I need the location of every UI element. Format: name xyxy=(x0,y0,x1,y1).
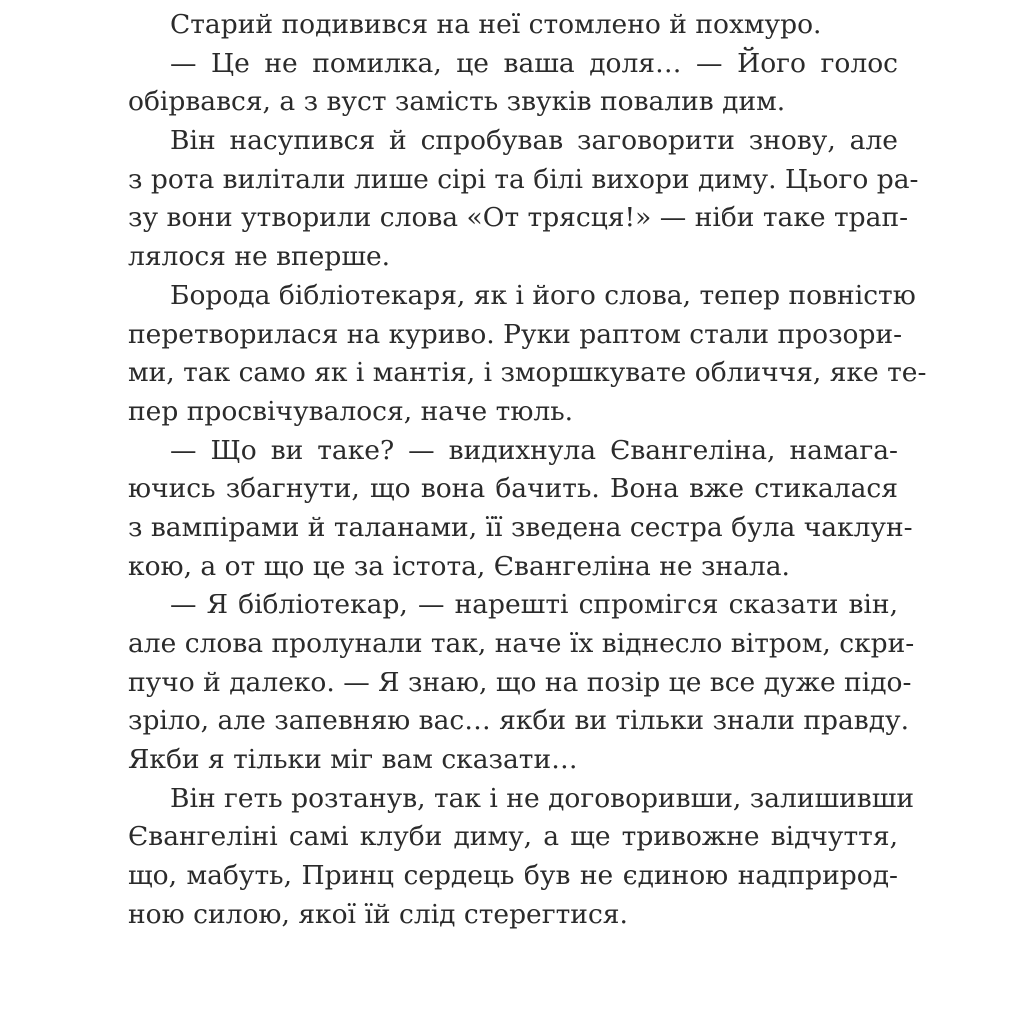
text-line: ючись збагнути, що вона бачить. Вона вже стикалася xyxy=(128,473,898,505)
text-line: Євангеліні самі клуби диму, а ще тривожне відчуття, xyxy=(128,821,898,853)
text-line: з вампірами й таланами, її зведена сестра була чаклун- xyxy=(128,511,913,543)
text-line: зу вони утворили слова «От трясця!» — ніби таке трап- xyxy=(128,202,909,234)
text-line: — Я бібліотекар, — нарешті спромігся сказати він, xyxy=(170,589,898,621)
text-line: зріло, але запевняю вас… якби ви тільки знали правду. xyxy=(128,705,910,737)
paragraph-1 xyxy=(128,6,898,45)
text-line: Якби я тільки міг вам сказати… xyxy=(128,744,578,776)
paragraph-7 xyxy=(128,780,915,935)
text-line: але слова пролунали так, наче їх віднесло вітром, скри- xyxy=(128,628,915,659)
paragraph-5 xyxy=(128,432,913,587)
paragraph-4 xyxy=(128,277,927,432)
text-line: — Що ви таке? — видихнула Євангеліна, намага- xyxy=(170,434,898,466)
text-line: з рота вилітали лише сірі та білі вихори диму. Цього ра- xyxy=(128,163,919,195)
paragraph-3 xyxy=(128,122,919,277)
text-line: пучо й далеко. — Я знаю, що на позір це все дуже підо- xyxy=(128,666,912,698)
text-line: Він геть розтанув, так і не договоривши, залишивши xyxy=(170,782,915,814)
text-line: ми, так само як і мантія, і зморшкувате обличчя, яке те- xyxy=(128,357,927,389)
text-line: Старий подивився на неї стомлено й похмуро. xyxy=(170,9,822,40)
text-line: перетворилася на куриво. Руки раптом стали прозори- xyxy=(128,318,903,350)
text-line: обірвався, а з вуст замість звуків повалив дим. xyxy=(128,86,786,118)
text-line: — Це не помилка, це ваша доля… — Його голос xyxy=(170,47,898,79)
book-page xyxy=(128,6,927,935)
paragraph-6 xyxy=(128,586,915,779)
text-line: Борода бібліотекаря, як і його слова, тепер повністю xyxy=(170,279,916,311)
paragraph-2 xyxy=(128,45,898,122)
text-line: Він насупився й спробував заговорити знову, але xyxy=(170,125,898,157)
text-line: що, мабуть, Принц сердець був не єдиною надприрод- xyxy=(128,860,898,892)
text-line: лялося не вперше. xyxy=(128,241,391,273)
text-line: пер просвічувалося, наче тюль. xyxy=(128,395,574,427)
text-line: ною силою, якої їй слід стерегтися. xyxy=(128,898,628,930)
text-line: кою, а от що це за істота, Євангеліна не знала. xyxy=(128,550,790,582)
